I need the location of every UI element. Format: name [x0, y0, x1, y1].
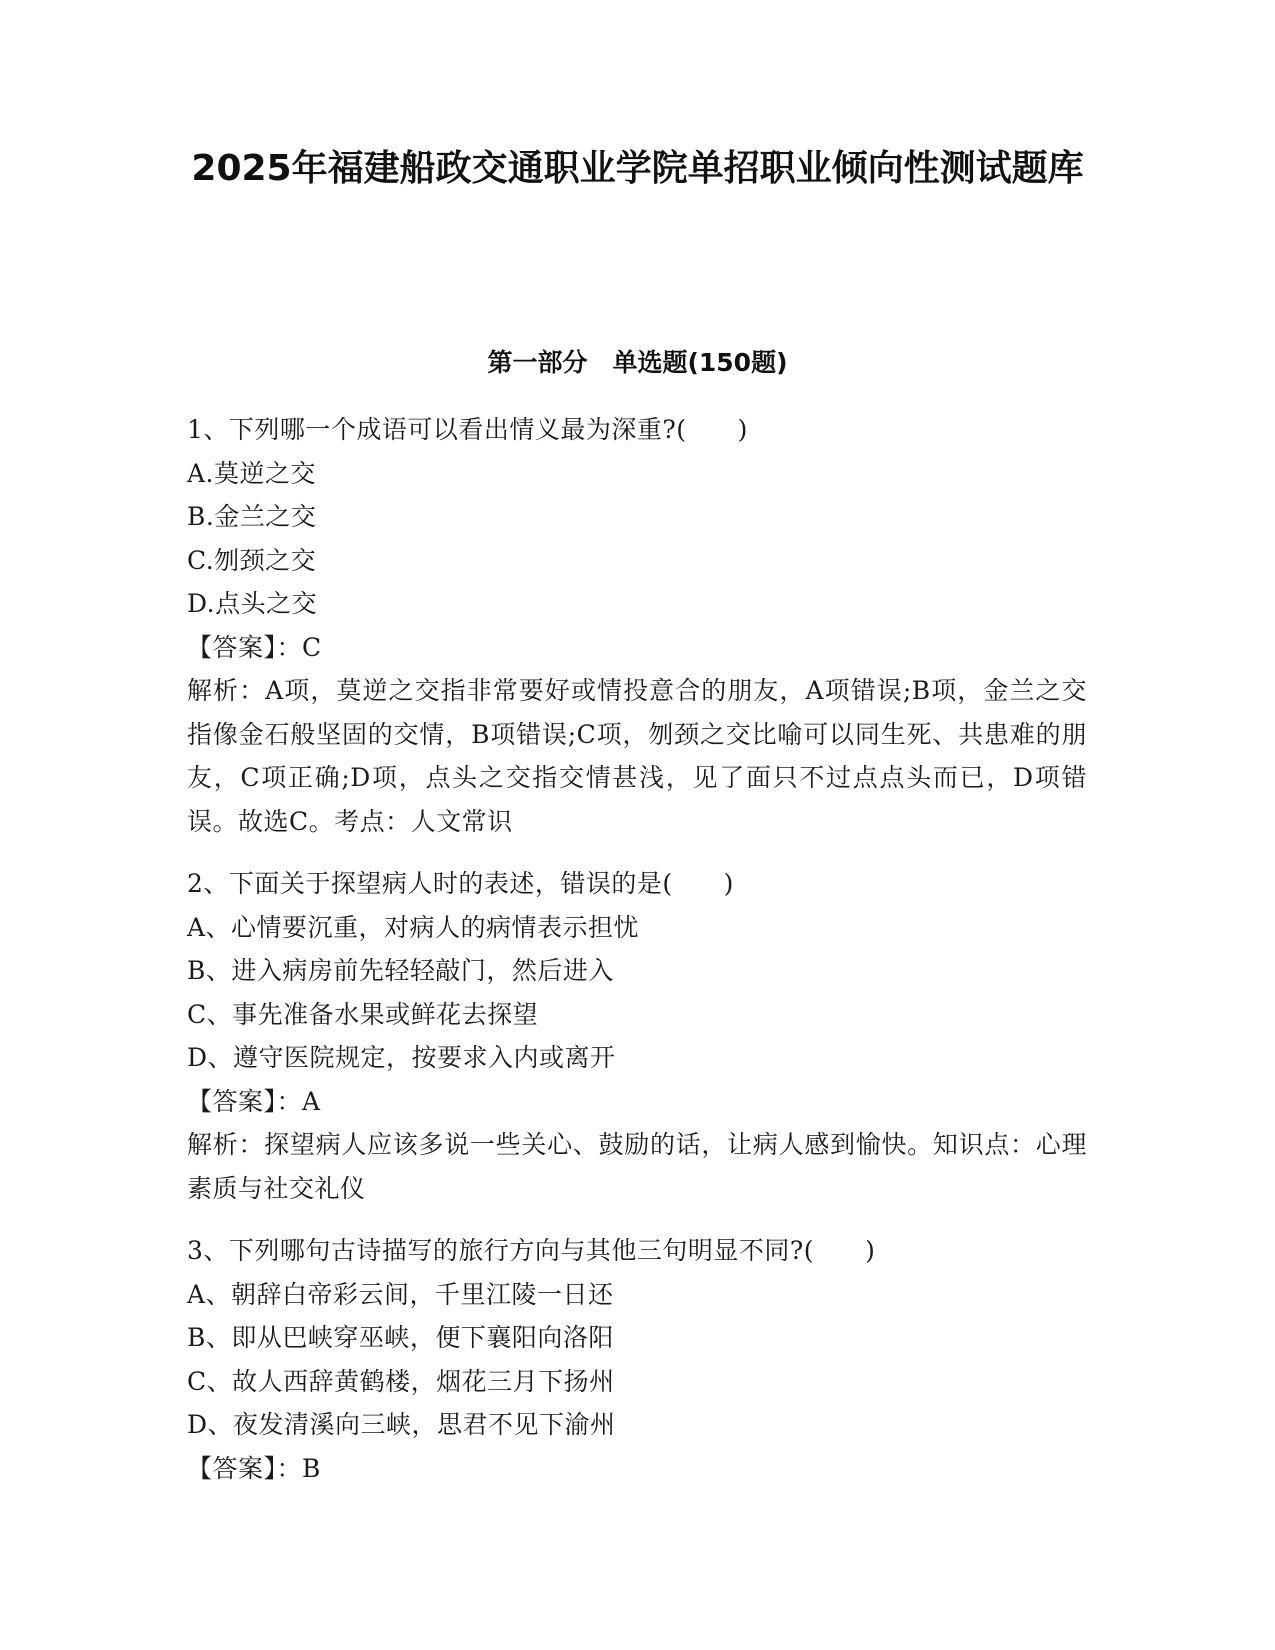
option-d: D、遵守医院规定，按要求入内或离开 — [187, 1043, 616, 1072]
option-b: B、进入病房前先轻轻敲门，然后进入 — [187, 956, 614, 985]
section-title: 第一部分 单选题(150题) — [487, 348, 788, 377]
option-c: C、事先准备水果或鲜花去探望 — [187, 999, 539, 1029]
option-b: B.金兰之交 — [187, 502, 317, 531]
question-3 — [187, 1229, 1087, 1490]
analysis-text: 解析：A项，莫逆之交指非常要好或情投意合的朋友，A项错误;B项，金兰之交指像金石般坚固的交情，B项错误;C项，刎颈之交比喻可以同生死、共患难的朋友，C项正确;D项，点头之交指交情甚浅，见了面只不过点点头而已，D项错误。故选C。考点：人文常识 — [187, 676, 1087, 836]
option-a: A、心情要沉重，对病人的病情表示担忧 — [187, 912, 640, 942]
answer-line: 【答案】：C — [187, 632, 322, 662]
option-d: D.点头之交 — [187, 589, 318, 618]
option-d: D、夜发清溪向三峡，思君不见下渝州 — [187, 1410, 616, 1439]
question-list — [187, 408, 1087, 1509]
option-c: C、故人西辞黄鹤楼，烟花三月下扬州 — [187, 1366, 615, 1396]
question-1 — [187, 408, 1087, 843]
analysis-text: 解析：探望病人应该多说一些关心、鼓励的话，让病人感到愉快。知识点：心理素质与社交礼仪 — [187, 1130, 1087, 1203]
option-b: B、即从巴峡穿巫峡，便下襄阳向洛阳 — [187, 1323, 614, 1352]
question-stem: 2、下面关于探望病人时的表述，错误的是( ) — [187, 869, 734, 898]
question-2 — [187, 862, 1087, 1210]
option-a: A.莫逆之交 — [187, 458, 317, 488]
option-c: C.刎颈之交 — [187, 545, 317, 575]
question-stem: 1、下列哪一个成语可以看出情义最为深重?( ) — [187, 415, 748, 444]
question-stem: 3、下列哪句古诗描写的旅行方向与其他三句明显不同?( ) — [187, 1236, 876, 1265]
answer-line: 【答案】：A — [187, 1086, 321, 1116]
option-a: A、朝辞白帝彩云间，千里江陵一日还 — [187, 1279, 614, 1309]
document-title: 2025年福建船政交通职业学院单招职业倾向性测试题库 — [191, 148, 1084, 189]
answer-line: 【答案】：B — [187, 1453, 321, 1483]
